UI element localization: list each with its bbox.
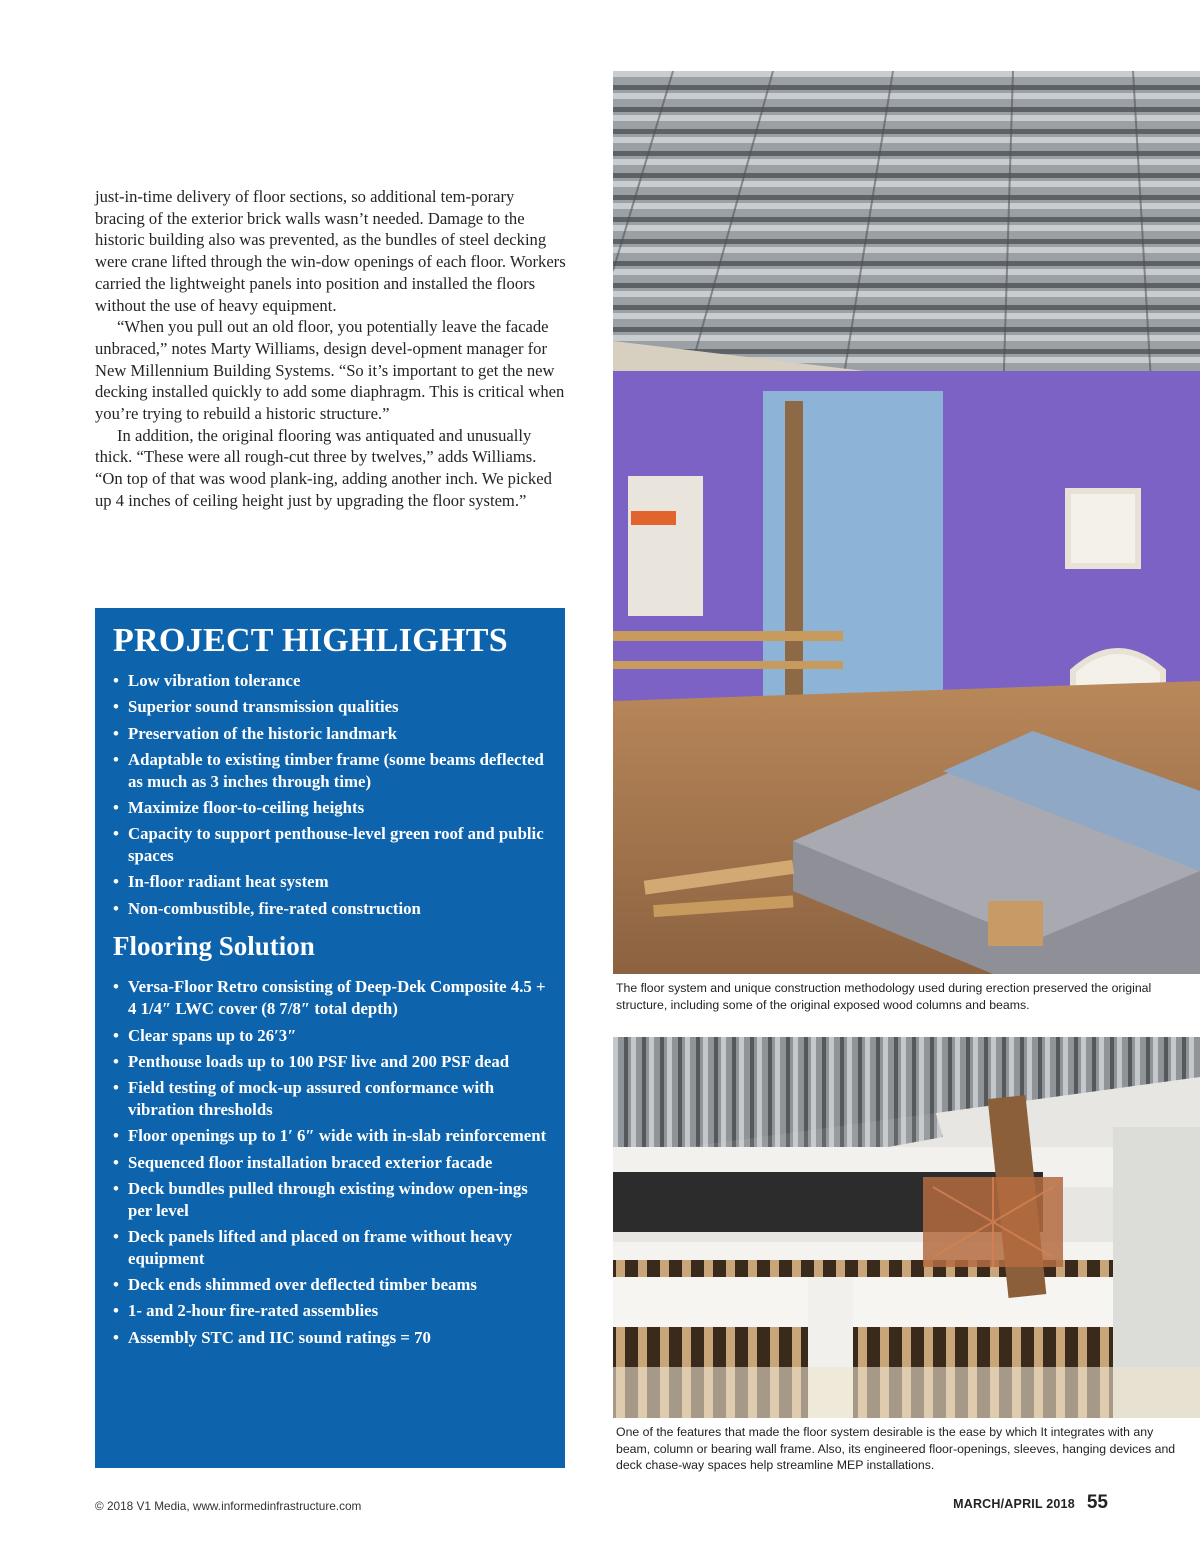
solution-item: • Floor openings up to 1′ 6″ wide with in-slab reinforcement [113, 1126, 547, 1146]
project-highlights-box [95, 608, 565, 1468]
solution-item: • Penthouse loads up to 100 PSF live and 200 PSF dead [113, 1051, 510, 1071]
highlights-title: PROJECT HIGHLIGHTS [113, 622, 508, 659]
solution-item: • Deck bundles pulled through existing window open-ings per level [113, 1178, 528, 1220]
solution-item: • 1- and 2-hour fire-rated assemblies [113, 1301, 379, 1321]
photo-caption-1: The floor system and unique construction methodology used during erection preserved the original structure, including some of the original exposed wood columns and beams. [616, 981, 1152, 1012]
solution-list [113, 976, 547, 1348]
flooring-solution-title: Flooring Solution [113, 931, 315, 962]
highlights-list [113, 670, 547, 919]
solution-item: • Sequenced floor installation braced exterior facade [113, 1152, 493, 1172]
page-number: 55 [1086, 1492, 1108, 1513]
article-paragraph-1: just-in-time delivery of floor sections, so additional tem-porary bracing of the exterior brick walls wasn’t needed. Damage to the historic building also was prevented, as the bundles of steel decking were crane lifted through the win-dow openings of each floor. Workers carried the lightweight panels into position and installed the floors without the use of heavy equipment. [95, 187, 566, 315]
solution-item: • Assembly STC and IIC sound ratings = 70 [113, 1327, 431, 1347]
solution-item: • Versa-Floor Retro consisting of Deep-Dek Composite 4.5 + 4 1/4″ LWC cover (8 7/8″ total depth) [113, 977, 546, 1019]
construction-photo-deck [613, 1037, 1200, 1418]
highlight-item: • Capacity to support penthouse-level green roof and public spaces [113, 824, 544, 866]
footer-copyright: © 2018 V1 Media, www.informedinfrastructure.com [95, 1499, 362, 1513]
solution-item: • Field testing of mock-up assured conformance with vibration thresholds [113, 1078, 495, 1119]
photo-caption-2: One of the features that made the floor system desirable is the ease by which It integrates with any beam, column or bearing wall frame. Also, its engineered floor-openings, sleeves, hanging devices and deck chase-way spaces help streamline MEP installations. [616, 1425, 1176, 1472]
article-body [95, 186, 567, 512]
highlight-item: • Low vibration tolerance [113, 671, 301, 690]
footer-issue-info [953, 1492, 1108, 1514]
highlight-item: • Preservation of the historic landmark [113, 723, 398, 743]
highlight-item: • In-floor radiant heat system [113, 872, 329, 892]
construction-photo-interior [613, 71, 1200, 974]
article-paragraph-2: “When you pull out an old floor, you potentially leave the facade unbraced,” notes Marty Williams, design devel-opment manager for New Millennium Building Systems. “So it’s important to get the new decking installed quickly to add some diaphragm. This is critical when you’re trying to rebuild a historic structure.” [95, 317, 565, 424]
highlight-item: • Maximize floor-to-ceiling heights [113, 797, 365, 817]
highlight-item: • Non-combustible, fire-rated construction [113, 898, 421, 918]
article-paragraph-3: In addition, the original flooring was antiquated and unusually thick. “These were all rough-cut three by twelves,” adds Williams. “On top of that was wood plank-ing, adding another inch. We picked up 4 inches of ceiling height just by upgrading the floor system.” [95, 425, 552, 510]
highlight-item: • Superior sound transmission qualities [113, 697, 399, 717]
solution-item: • Deck ends shimmed over deflected timber beams [113, 1275, 477, 1295]
highlight-item: • Adaptable to existing timber frame (some beams deflected as much as 3 inches through time) [113, 749, 544, 791]
issue-date: MARCH/APRIL 2018 [953, 1497, 1075, 1511]
solution-item: • Clear spans up to 26′3″ [113, 1025, 297, 1045]
solution-item: • Deck panels lifted and placed on frame without heavy equipment [113, 1226, 513, 1268]
